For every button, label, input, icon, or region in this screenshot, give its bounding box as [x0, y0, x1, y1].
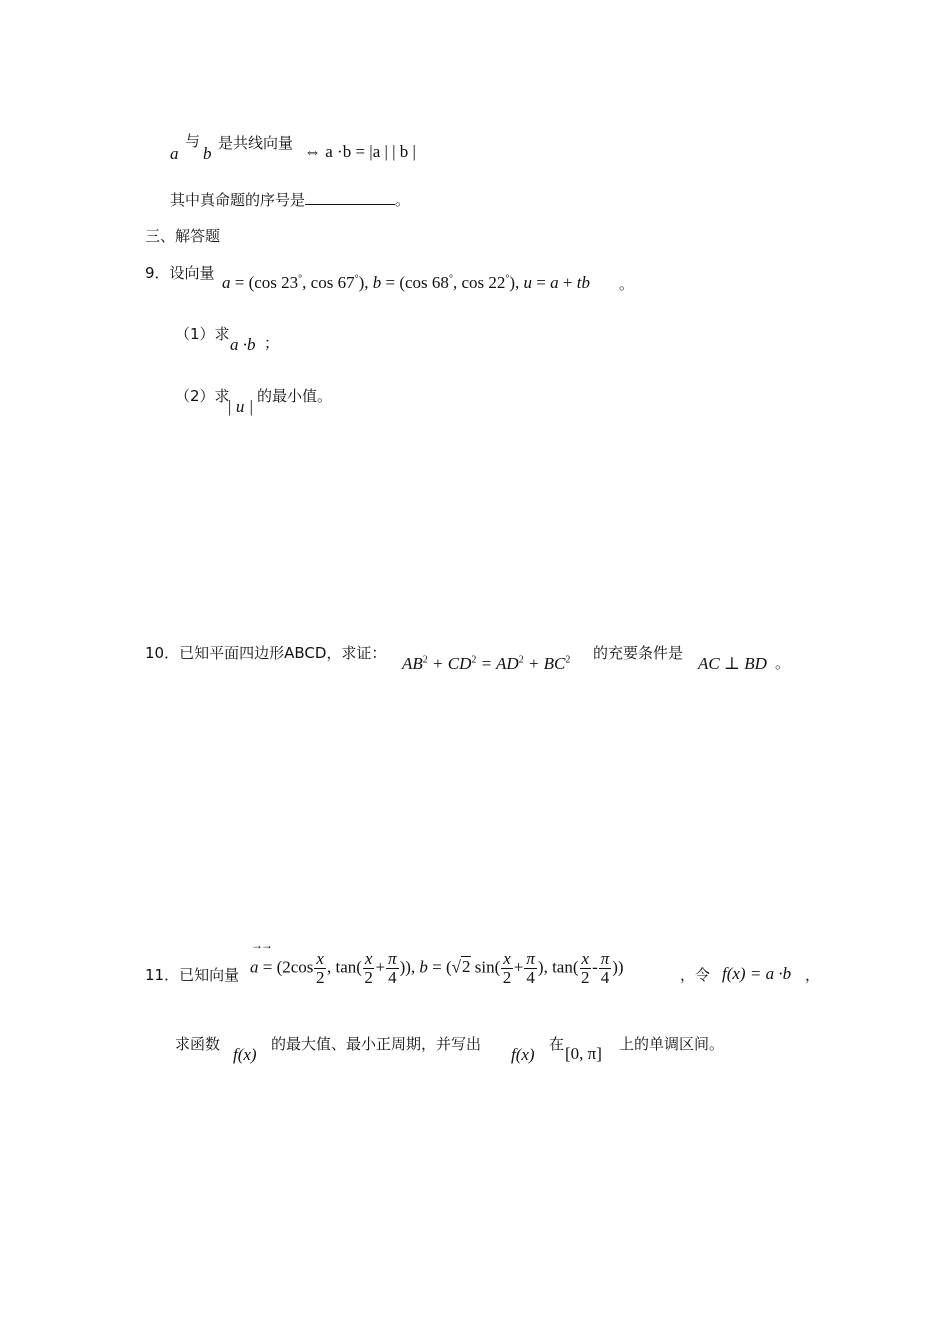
true-proposition-text: 其中真命题的序号是	[170, 191, 306, 209]
collinear-label: 是共线向量	[218, 134, 294, 152]
q11-zai: 在	[549, 1035, 565, 1053]
q11-interval: [0, π]	[565, 1044, 602, 1063]
q10-middle: 的充要条件是	[593, 644, 684, 662]
q9-part2-end: 的最小值。	[257, 387, 333, 405]
q9-end: 。	[619, 275, 635, 293]
q11-fx-def: f(x) = a ·b	[722, 964, 792, 983]
q11-formula: a = (2cos $\frac{x}{2}$ , tan( $\frac{x}{2}$ + $\frac{\pi}{4}$ )), b = (√2 sin( $\frac{x}{2}$ + $\frac{\pi}{4}$ ), tan( $\frac{x}{2}$ - $\frac{\pi}{4}$ ))	[250, 949, 624, 987]
q11-arrows: →→	[251, 938, 271, 952]
q10-end: 。	[775, 654, 791, 672]
vector-b: b	[203, 144, 212, 163]
q9-part1-label: （1）求	[175, 325, 230, 343]
q9-formula: a = (cos 23°, cos 67°), b = (cos 68°, cos 22°), u = a + tb	[222, 273, 590, 292]
yu-text: 与	[185, 132, 201, 150]
q11-comma2: ，	[805, 966, 821, 984]
q11-line2-mid: 的最大值、最小正周期，并写出	[271, 1035, 482, 1053]
collinear-formula	[304, 142, 416, 162]
q9-part2-label: （2）求	[175, 387, 230, 405]
q10-formula: $AB^2 + CD^2 = AD^2 + BC^2$	[402, 654, 571, 673]
q11-comma: ，令	[680, 966, 711, 984]
vector-a: a	[170, 144, 179, 163]
q11-line2-end: 上的单调区间。	[619, 1035, 725, 1053]
q9-part1-expr: a ·b	[230, 335, 256, 354]
q9-part1-end: ；	[264, 334, 280, 352]
q11-fx: f(x)	[233, 1045, 257, 1064]
q11-fx2: f(x)	[511, 1045, 535, 1064]
q9-part2-expr: | u |	[227, 397, 254, 416]
q9-number: 9．设向量	[145, 264, 215, 282]
q10-condition: AC ⊥ BD	[698, 654, 767, 673]
q11-line2-start: 求函数	[175, 1035, 221, 1053]
true-proposition-end: 。	[395, 191, 411, 209]
section-three-heading: 三、解答题	[145, 227, 221, 245]
answer-blank	[305, 190, 395, 205]
collinear-formula-text: ⇔ a ·b = |a | | b |	[304, 142, 416, 161]
q10-number: 10．已知平面四边形ABCD，求证：	[145, 644, 387, 662]
true-proposition-line	[170, 189, 410, 210]
q11-number: 11．已知向量	[145, 966, 240, 984]
